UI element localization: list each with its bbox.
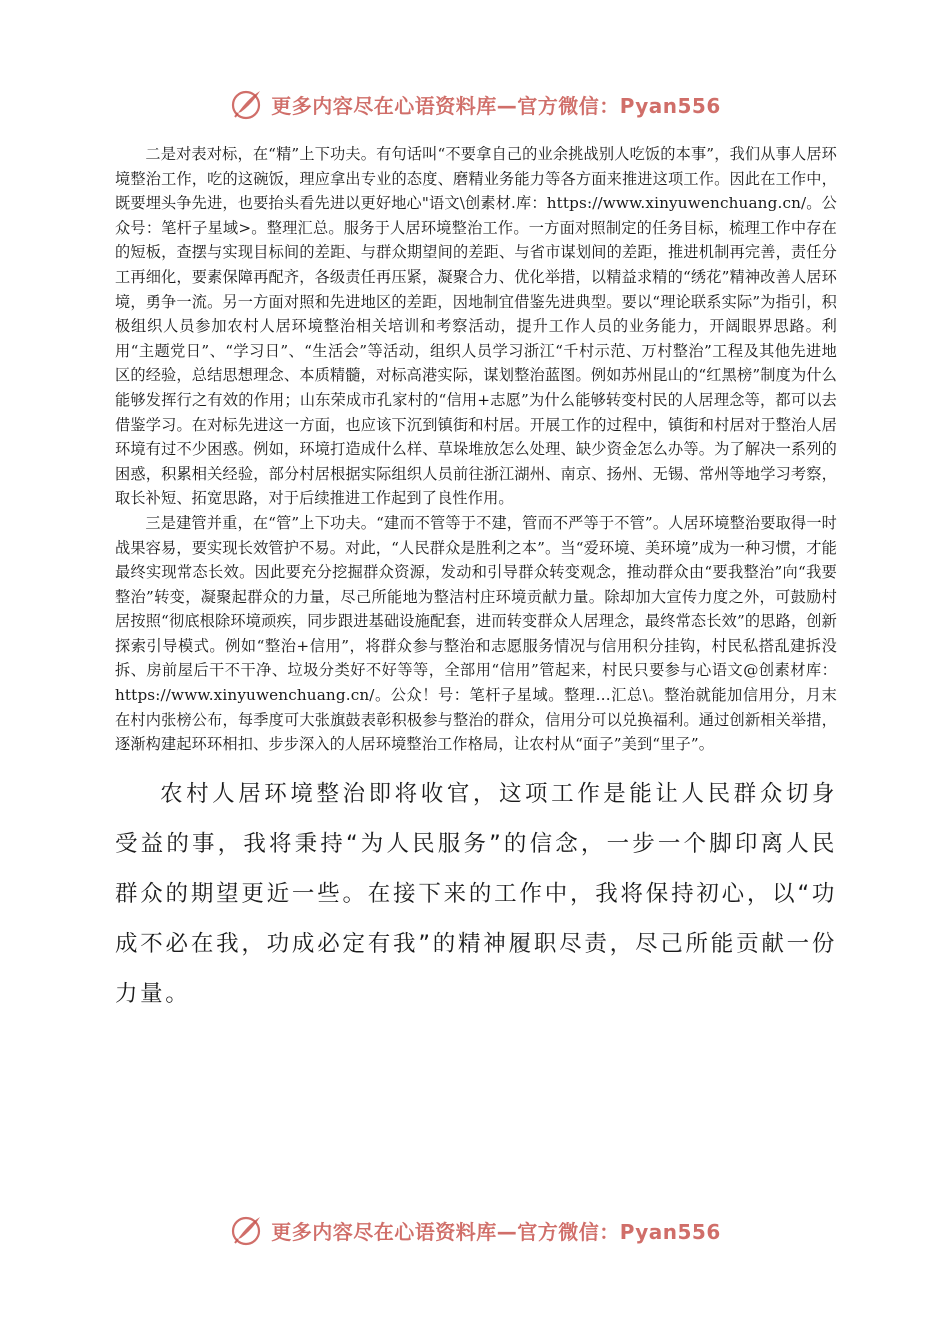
header-watermark [0,84,950,124]
paragraph-management: 三是建管并重，在“管”上下功夫。“建而不管等于不建，管而不严等于不管”。人居环境整治要取得一时战果容易，要实现长效管护不易。对此，“人民群众是胜利之本”。当“爱环境、美环境”成为一种习惯，才能最终实现常态长效。因此要充分挖掘群众资源，发动和引导群众转变观念，推动群众由“要我整治”向“我要整治”转变，凝聚起群众的力量，尽己所能地为整洁村庄环境贡献力量。除却加大宣传力度之外，可鼓励村居按照“彻底根除环境顽疾，同步跟进基础设施配套，进而转变群众人居理念，最终常态长效”的思路，创新探索引导模式。例如“整治+信用”，将群众参与整治和志愿服务情况与信用积分挂钩，村民私搭乱建拆没拆、房前屋后干不干净、垃圾分类好不好等等，全部用“信用”管起来，村民只要参与心语文@创素材库：https://www.xinyuwenchuang.cn/。公众！号：笔杆子星域。整理…汇总\。整治就能加信用分，月末在村内张榜公布，每季度可大张旗鼓表彰积极参与整治的群众，信用分可以兑换福利。通过创新相关举措，逐渐构建起环环相扣、步步深入的人居环境整治工作格局，让农村从“面子”美到“里子”。 [115,513,837,754]
quill-logo-icon [229,1212,265,1248]
closing-paragraph: 农村人居环境整治即将收官，这项工作是能让人民群众切身受益的事，我将秉持“为人民服务”的信念，一步一个脚印离人民群众的期望更近一些。在接下来的工作中，我将保持初心，以“功成不必在我，功成必定有我”的精神履职尽责，尽己所能贡献一份力量。 [115,780,837,1007]
watermark-text: 更多内容尽在心语资料库—官方微信：Pyan556 [271,93,721,118]
watermark-text: 更多内容尽在心语资料库—官方微信：Pyan556 [271,1219,721,1244]
quill-logo-icon [229,86,265,122]
paragraph-benchmarking: 二是对表对标，在“精”上下功夫。有句话叫“不要拿自己的业余挑战别人吃饭的本事”，我们从事人居环境整治工作，吃的这碗饭，理应拿出专业的态度、磨精业务能力等各方面来推进这项工作。因此在工作中，既要埋头争先进，也要抬头看先进以更好地心"语文\创素材.库：https://www.xinyuwenchuang.cn/。公众号：笔杆子星域>。整理汇总。服务于人居环境整治工作。一方面对照制定的任务目标，梳理工作中存在的短板，查摆与实现目标间的差距、与群众期望间的差距、与省市谋划间的差距，推进机制再完善，责任分工再细化，要素保障再配齐，各级责任再压紧，凝聚合力、优化举措，以精益求精的“绣花”精神改善人居环境，勇争一流。另一方面对照和先进地区的差距，因地制宜借鉴先进典型。要以“理论联系实际”为指引，积极组织人员参加农村人居环境整治相关培训和考察活动，提升工作人员的业务能力，开阔眼界思路。利用“主题党日”、“学习日”、“生活会”等活动，组织人员学习浙江“千村示范、万村整治”工程及其他先进地区的经验，总结思想理念、本质精髓，对标高港实际，谋划整治蓝图。例如苏州昆山的“红黑榜”制度为什么能够发挥行之有效的作用；山东荣成市孔家村的“信用+志愿”为什么能够转变村民的人居理念等，都可以去借鉴学习。在对标先进这一方面，也应该下沉到镇街和村居。开展工作的过程中，镇街和村居对于整治人居环境有过不少困惑。例如，环境打造成什么样、草垛堆放怎么处理、缺少资金怎么办等。为了解决一系列的困惑，积累相关经验，部分村居根据实际组织人员前往浙江湖州、南京、扬州、无锡、常州等地学习考察，取长补短、拓宽思路，对于后续推进工作起到了良性作用。 [115,145,837,508]
document-body [115,142,837,1019]
footer-watermark [0,1210,950,1250]
